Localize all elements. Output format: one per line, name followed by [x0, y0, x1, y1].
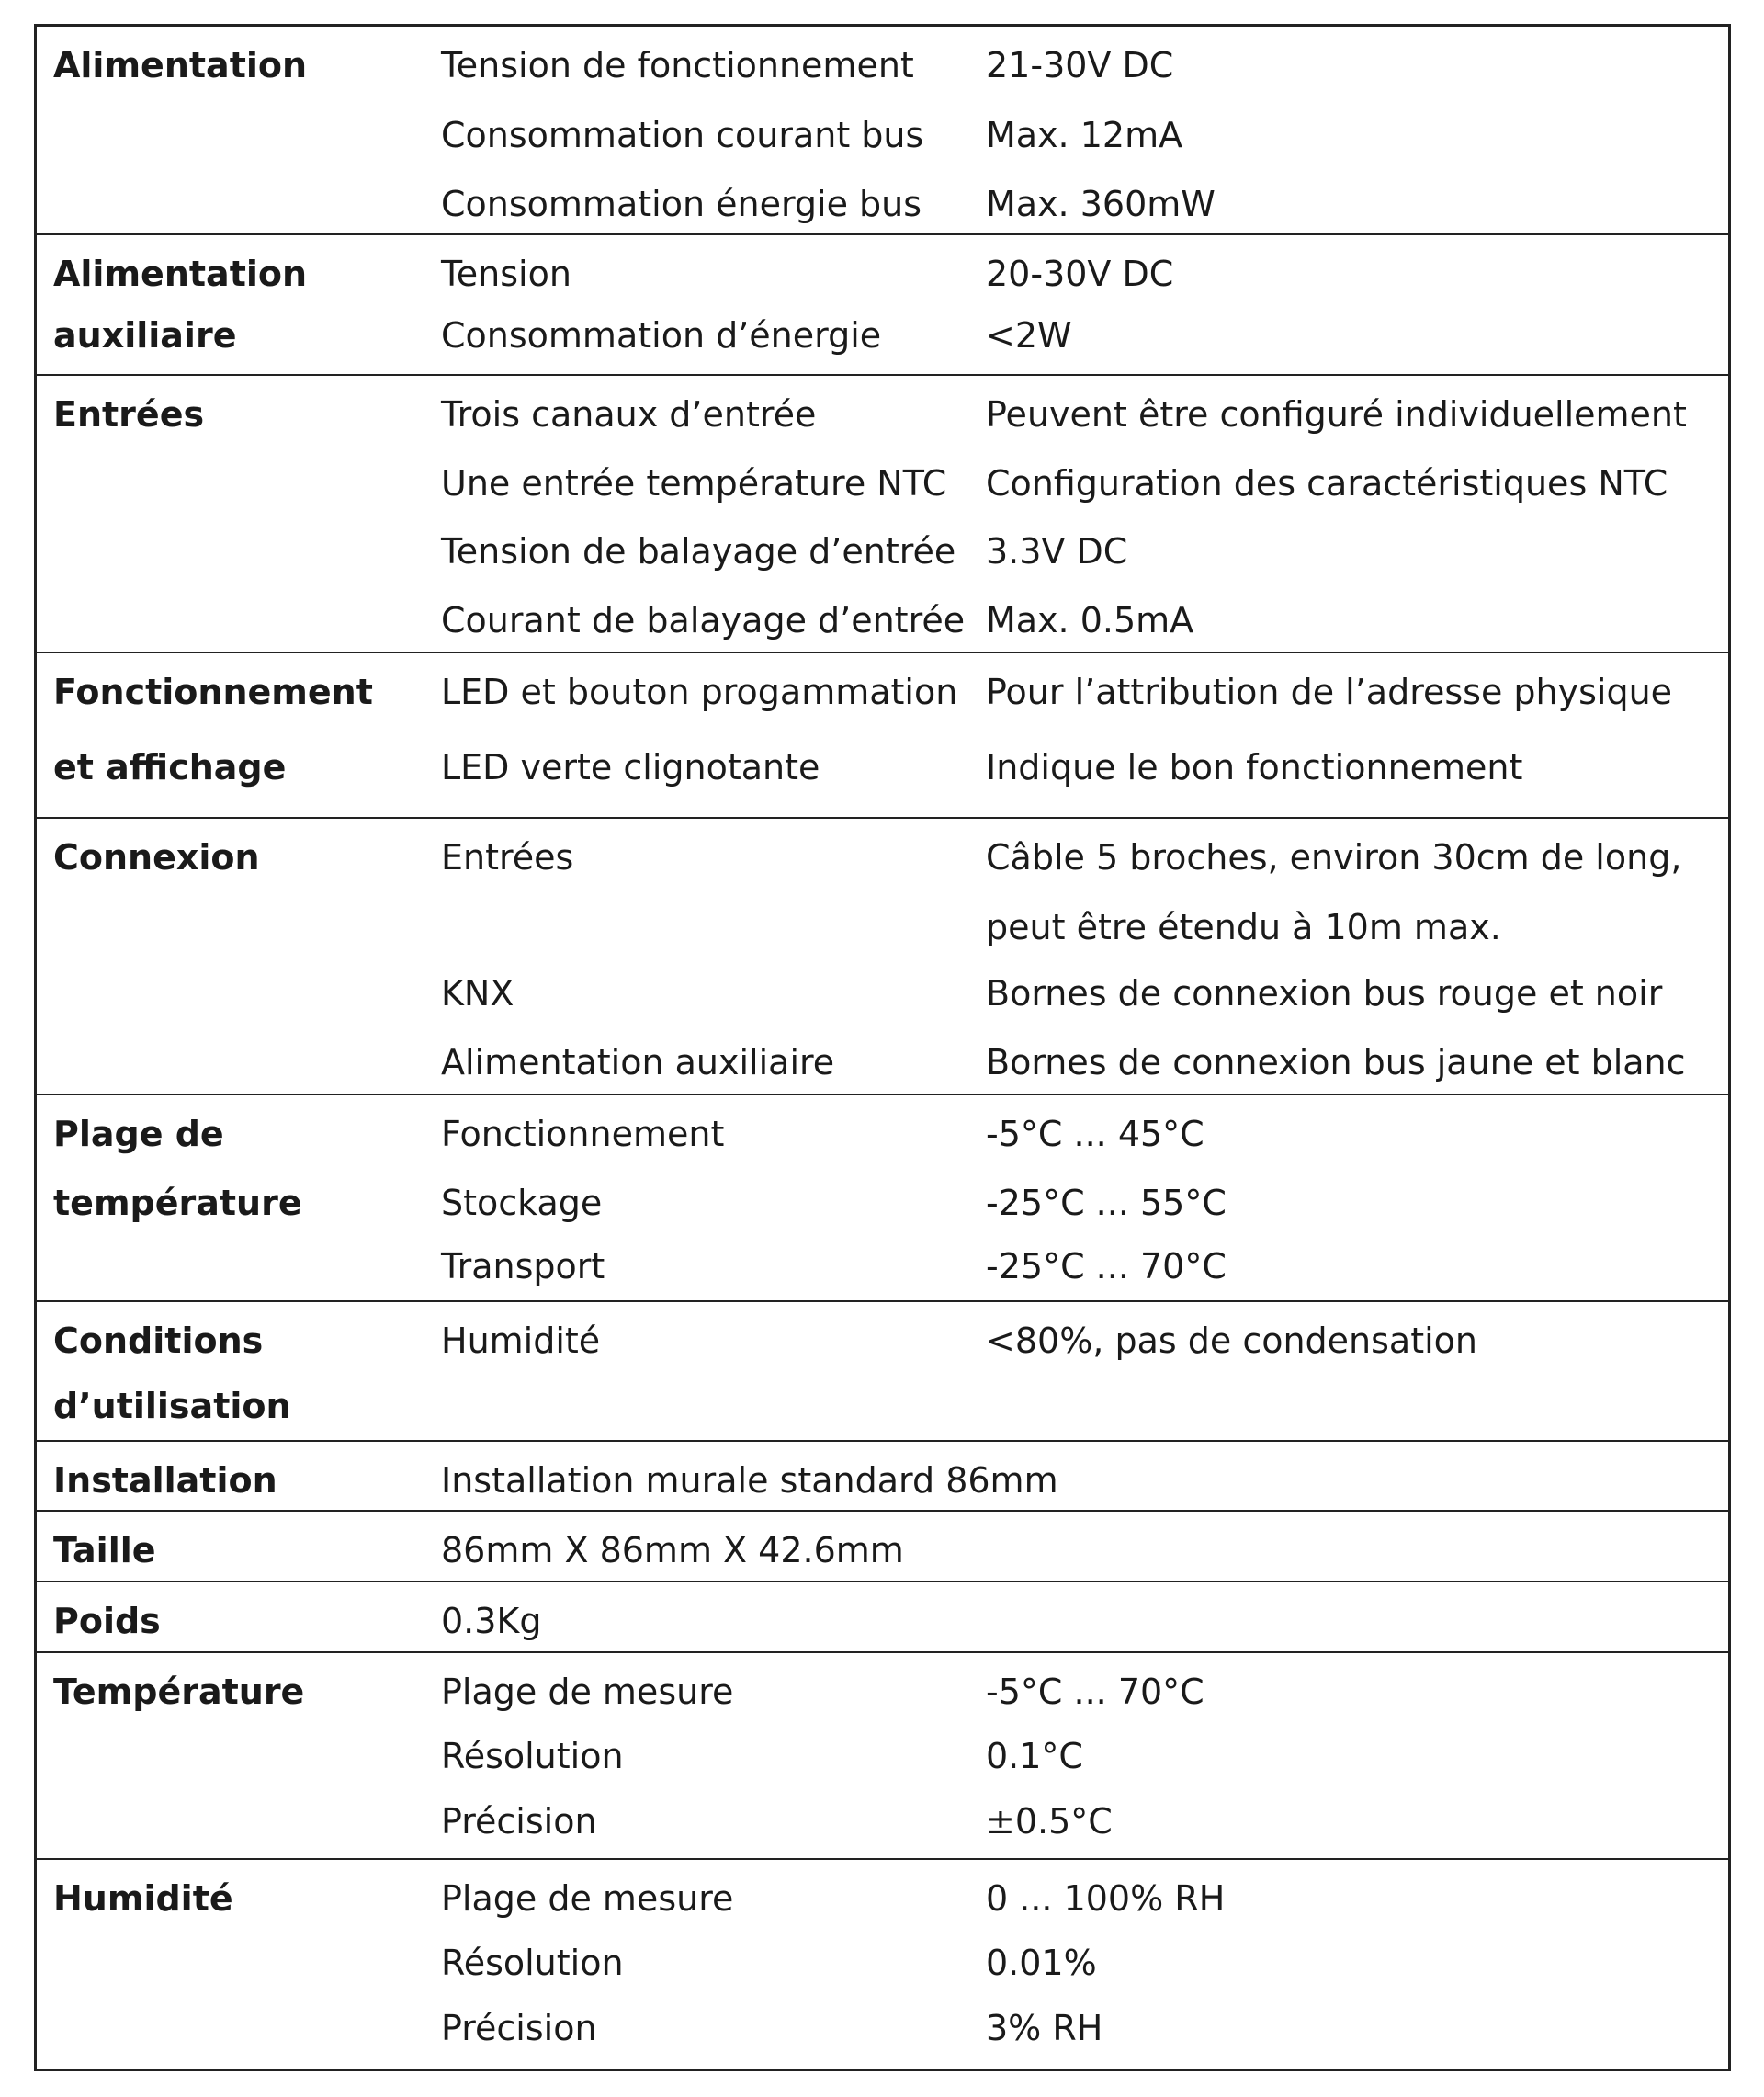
spec-value: -5°C ... 70°C — [986, 1672, 1204, 1712]
spec-section — [37, 817, 1728, 1094]
spec-value: 0.1°C — [986, 1736, 1083, 1776]
spec-section — [37, 374, 1728, 652]
spec-parameter: 86mm X 86mm X 42.6mm — [441, 1530, 904, 1570]
category-label: température — [53, 1183, 302, 1223]
spec-value: 20-30V DC — [986, 254, 1174, 294]
spec-parameter: Humidité — [441, 1321, 601, 1361]
spec-value: Max. 0.5mA — [986, 600, 1194, 640]
spec-value: Configuration des caractéristiques NTC — [986, 463, 1668, 504]
spec-parameter: 0.3Kg — [441, 1601, 542, 1641]
spec-value: 3.3V DC — [986, 531, 1128, 572]
spec-value: -5°C ... 45°C — [986, 1114, 1204, 1154]
category-label: Humidité — [53, 1878, 233, 1919]
category-label: auxiliaire — [53, 315, 237, 356]
category-label: Installation — [53, 1460, 277, 1501]
spec-section — [37, 1581, 1728, 1651]
spec-parameter: Fonctionnement — [441, 1114, 725, 1154]
spec-value: -25°C ... 70°C — [986, 1246, 1227, 1287]
spec-parameter: LED verte clignotante — [441, 747, 820, 788]
category-label: d’utilisation — [53, 1386, 291, 1426]
spec-value: 0.01% — [986, 1943, 1097, 1983]
spec-parameter: Résolution — [441, 1943, 624, 1983]
spec-value: Bornes de connexion bus rouge et noir — [986, 973, 1663, 1014]
spec-value: Max. 12mA — [986, 115, 1183, 155]
category-label: et affichage — [53, 747, 287, 788]
spec-parameter: Plage de mesure — [441, 1672, 734, 1712]
spec-section — [37, 1094, 1728, 1300]
spec-parameter: Résolution — [441, 1736, 624, 1776]
spec-section — [37, 27, 1728, 233]
spec-value: Peuvent être configuré individuellement — [986, 394, 1687, 435]
spec-value: Indique le bon fonctionnement — [986, 747, 1523, 788]
category-label: Plage de — [53, 1114, 224, 1154]
spec-parameter: Installation murale standard 86mm — [441, 1460, 1058, 1501]
spec-value: <80%, pas de condensation — [986, 1321, 1478, 1361]
spec-section — [37, 1440, 1728, 1510]
spec-parameter: Précision — [441, 1801, 597, 1842]
category-label: Conditions — [53, 1321, 264, 1361]
spec-section — [37, 1300, 1728, 1440]
spec-parameter: Transport — [441, 1246, 605, 1287]
category-label: Alimentation — [53, 254, 308, 294]
category-label: Connexion — [53, 837, 260, 878]
spec-value: Pour l’attribution de l’adresse physique — [986, 672, 1673, 712]
spec-parameter: Tension de balayage d’entrée — [441, 531, 956, 572]
category-label: Entrées — [53, 394, 205, 435]
spec-parameter: Trois canaux d’entrée — [441, 394, 817, 435]
spec-parameter: Consommation courant bus — [441, 115, 924, 155]
spec-value: ±0.5°C — [986, 1801, 1113, 1842]
spec-parameter: LED et bouton progammation — [441, 672, 958, 712]
spec-table — [34, 24, 1731, 2071]
spec-value: 3% RH — [986, 2008, 1103, 2048]
category-label: Alimentation — [53, 45, 308, 85]
spec-parameter: Alimentation auxiliaire — [441, 1042, 835, 1083]
spec-parameter: Tension de fonctionnement — [441, 45, 914, 85]
category-label: Température — [53, 1672, 305, 1712]
spec-value: Bornes de connexion bus jaune et blanc — [986, 1042, 1686, 1083]
spec-value: <2W — [986, 315, 1072, 356]
spec-section — [37, 652, 1728, 817]
spec-parameter: Consommation énergie bus — [441, 184, 922, 224]
spec-value: 21-30V DC — [986, 45, 1174, 85]
spec-parameter: Stockage — [441, 1183, 603, 1223]
spec-value: Câble 5 broches, environ 30cm de long, — [986, 837, 1682, 878]
spec-parameter: KNX — [441, 973, 514, 1014]
spec-section — [37, 1510, 1728, 1581]
spec-parameter: Courant de balayage d’entrée — [441, 600, 966, 640]
category-label: Poids — [53, 1601, 161, 1641]
spec-parameter: Entrées — [441, 837, 574, 878]
spec-section — [37, 233, 1728, 374]
spec-section — [37, 1858, 1728, 2069]
spec-section — [37, 1651, 1728, 1858]
spec-parameter: Une entrée température NTC — [441, 463, 947, 504]
spec-parameter: Précision — [441, 2008, 597, 2048]
category-label: Fonctionnement — [53, 672, 373, 712]
category-label: Taille — [53, 1530, 156, 1570]
spec-value: -25°C ... 55°C — [986, 1183, 1227, 1223]
spec-parameter: Plage de mesure — [441, 1878, 734, 1919]
spec-value: peut être étendu à 10m max. — [986, 907, 1501, 947]
spec-parameter: Consommation d’énergie — [441, 315, 882, 356]
spec-value: 0 ... 100% RH — [986, 1878, 1226, 1919]
spec-parameter: Tension — [441, 254, 571, 294]
spec-value: Max. 360mW — [986, 184, 1216, 224]
